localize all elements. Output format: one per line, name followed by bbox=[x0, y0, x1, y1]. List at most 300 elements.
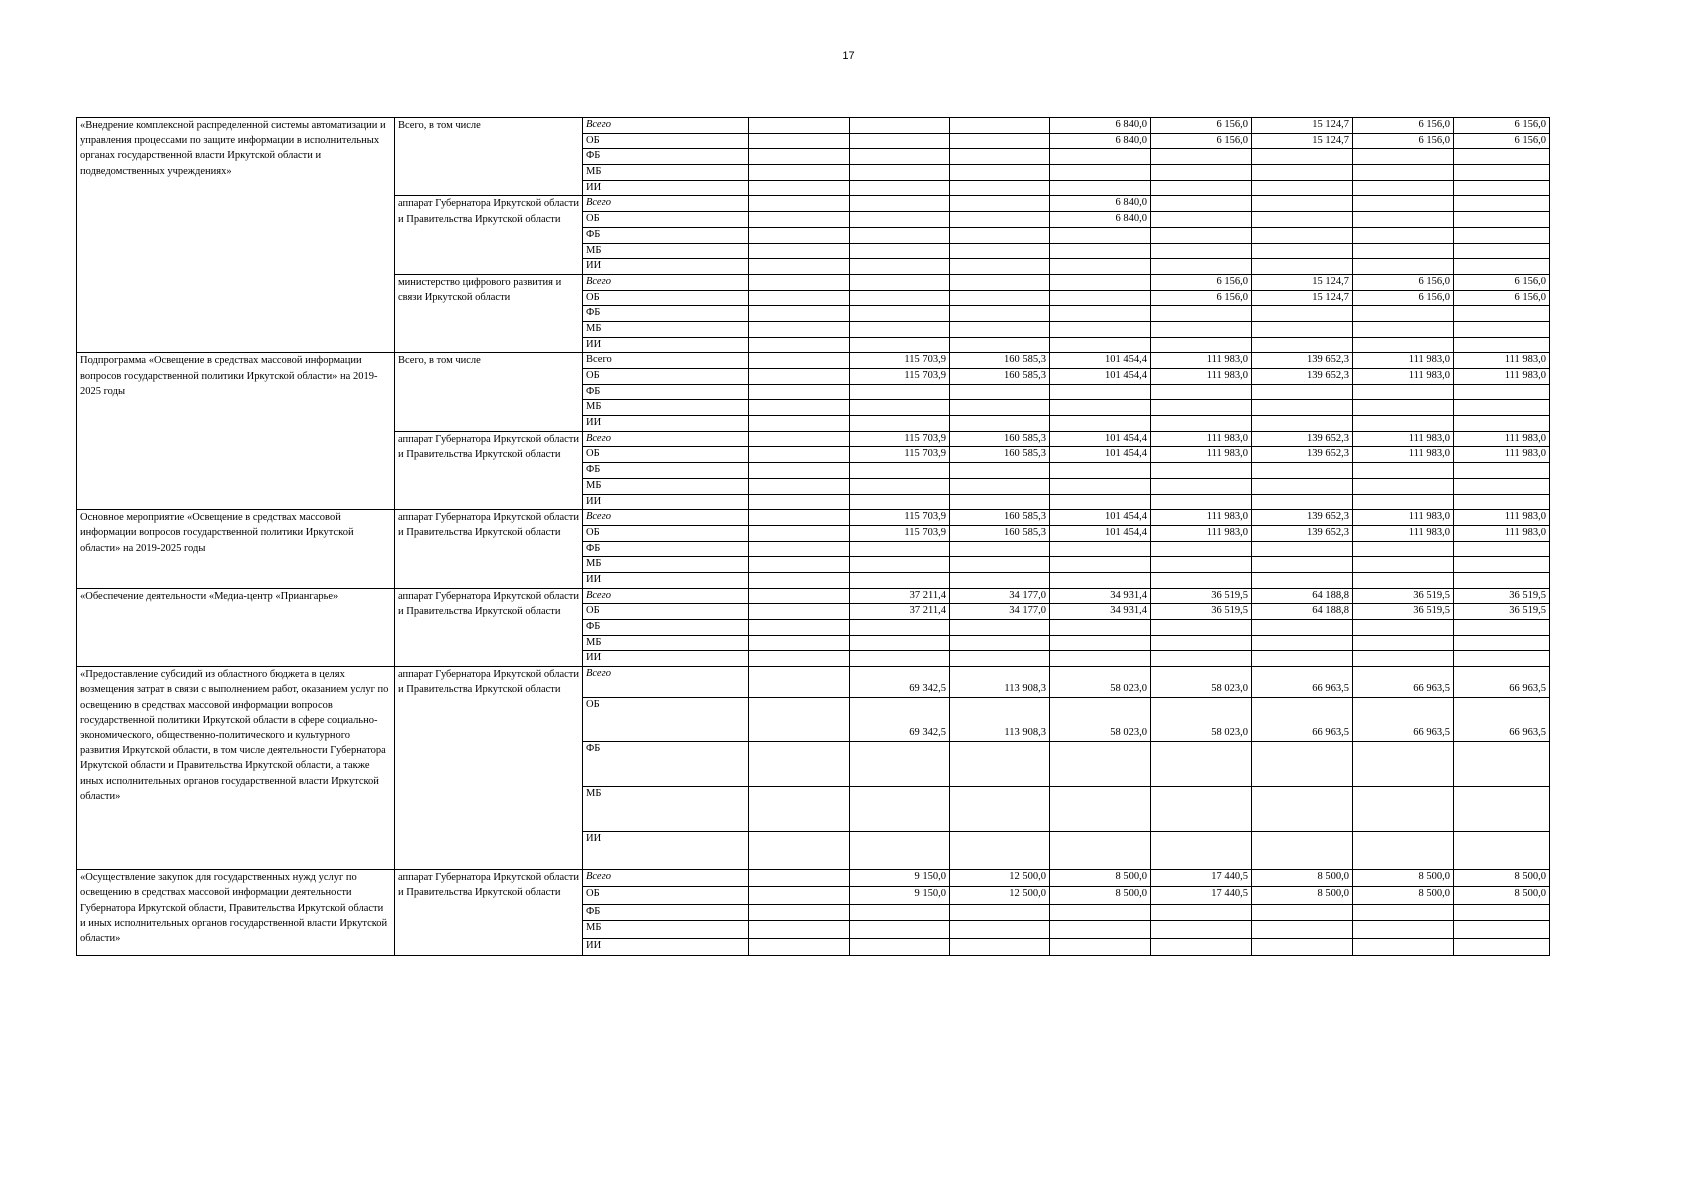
value-cell bbox=[1050, 180, 1151, 196]
value-cell bbox=[1252, 259, 1353, 275]
value-cell: 139 652,3 bbox=[1252, 510, 1353, 526]
value-cell bbox=[1353, 165, 1454, 181]
value-cell bbox=[749, 431, 850, 447]
value-cell bbox=[1151, 384, 1252, 400]
funding-source-cell: ФБ bbox=[583, 742, 749, 787]
value-cell bbox=[1252, 321, 1353, 337]
value-cell bbox=[1151, 243, 1252, 259]
value-cell: 101 454,4 bbox=[1050, 353, 1151, 369]
value-cell: 6 156,0 bbox=[1151, 290, 1252, 306]
value-cell: 111 983,0 bbox=[1151, 353, 1252, 369]
value-cell: 101 454,4 bbox=[1050, 369, 1151, 385]
value-cell bbox=[1353, 180, 1454, 196]
value-cell bbox=[749, 243, 850, 259]
funding-source-cell: ИИ bbox=[583, 651, 749, 667]
value-cell bbox=[749, 620, 850, 636]
value-cell bbox=[749, 259, 850, 275]
value-cell bbox=[1454, 400, 1550, 416]
value-cell bbox=[850, 180, 950, 196]
value-cell: 160 585,3 bbox=[950, 447, 1050, 463]
value-cell bbox=[749, 557, 850, 573]
value-cell bbox=[950, 180, 1050, 196]
value-cell bbox=[950, 921, 1050, 939]
value-cell bbox=[749, 510, 850, 526]
value-cell: 111 983,0 bbox=[1151, 447, 1252, 463]
value-cell: 115 703,9 bbox=[850, 510, 950, 526]
value-cell: 113 908,3 bbox=[950, 667, 1050, 698]
value-cell bbox=[1454, 384, 1550, 400]
value-cell: 15 124,7 bbox=[1252, 274, 1353, 290]
value-cell bbox=[749, 321, 850, 337]
measure-name-cell: «Обеспечение деятельности «Медиа-центр «Приангарье» bbox=[77, 588, 395, 666]
value-cell: 8 500,0 bbox=[1050, 887, 1151, 905]
funding-source-cell: ОБ bbox=[583, 212, 749, 228]
value-cell: 6 840,0 bbox=[1050, 118, 1151, 134]
value-cell: 6 156,0 bbox=[1353, 290, 1454, 306]
value-cell bbox=[1353, 227, 1454, 243]
value-cell bbox=[950, 572, 1050, 588]
value-cell bbox=[950, 620, 1050, 636]
value-cell bbox=[950, 243, 1050, 259]
value-cell bbox=[1353, 620, 1454, 636]
value-cell: 111 983,0 bbox=[1454, 369, 1550, 385]
value-cell bbox=[950, 541, 1050, 557]
table-row bbox=[77, 667, 1550, 698]
value-cell bbox=[749, 165, 850, 181]
value-cell bbox=[1151, 620, 1252, 636]
value-cell: 6 840,0 bbox=[1050, 196, 1151, 212]
value-cell bbox=[950, 212, 1050, 228]
value-cell: 160 585,3 bbox=[950, 353, 1050, 369]
value-cell bbox=[1353, 651, 1454, 667]
value-cell bbox=[850, 118, 950, 134]
value-cell: 111 983,0 bbox=[1353, 353, 1454, 369]
measure-name-cell: Основное мероприятие «Освещение в средствах массовой информации вопросов государственной политики Иркутской области» на 2019-2025 годы bbox=[77, 510, 395, 588]
value-cell: 111 983,0 bbox=[1353, 525, 1454, 541]
value-cell bbox=[749, 887, 850, 905]
value-cell bbox=[850, 274, 950, 290]
value-cell bbox=[950, 635, 1050, 651]
value-cell bbox=[749, 525, 850, 541]
value-cell bbox=[1252, 149, 1353, 165]
funding-source-cell: ИИ bbox=[583, 572, 749, 588]
value-cell bbox=[850, 149, 950, 165]
value-cell bbox=[1252, 620, 1353, 636]
value-cell: 8 500,0 bbox=[1252, 870, 1353, 887]
value-cell: 8 500,0 bbox=[1353, 870, 1454, 887]
value-cell bbox=[1353, 243, 1454, 259]
value-cell bbox=[1151, 939, 1252, 956]
value-cell bbox=[1151, 494, 1252, 510]
value-cell bbox=[950, 259, 1050, 275]
value-cell bbox=[1454, 651, 1550, 667]
value-cell bbox=[1252, 196, 1353, 212]
value-cell bbox=[749, 384, 850, 400]
value-cell bbox=[850, 400, 950, 416]
value-cell bbox=[749, 133, 850, 149]
funding-source-cell: ФБ bbox=[583, 227, 749, 243]
value-cell bbox=[1050, 165, 1151, 181]
value-cell bbox=[1353, 416, 1454, 432]
value-cell bbox=[850, 321, 950, 337]
value-cell: 36 519,5 bbox=[1454, 604, 1550, 620]
value-cell: 37 211,4 bbox=[850, 604, 950, 620]
value-cell bbox=[950, 400, 1050, 416]
funding-source-cell: ИИ bbox=[583, 939, 749, 956]
value-cell bbox=[1353, 212, 1454, 228]
value-cell bbox=[1151, 227, 1252, 243]
funding-source-cell: МБ bbox=[583, 321, 749, 337]
value-cell: 111 983,0 bbox=[1353, 447, 1454, 463]
funding-source-cell: ОБ bbox=[583, 525, 749, 541]
value-cell bbox=[749, 290, 850, 306]
value-cell: 111 983,0 bbox=[1454, 510, 1550, 526]
value-cell bbox=[850, 243, 950, 259]
value-cell bbox=[1353, 196, 1454, 212]
value-cell bbox=[850, 557, 950, 573]
funding-source-cell: ФБ bbox=[583, 905, 749, 921]
value-cell bbox=[850, 384, 950, 400]
value-cell bbox=[950, 133, 1050, 149]
executor-cell: Всего, в том числе bbox=[395, 118, 583, 196]
value-cell bbox=[850, 494, 950, 510]
value-cell bbox=[749, 494, 850, 510]
value-cell bbox=[950, 306, 1050, 322]
measure-name-cell: «Осуществление закупок для государственных нужд услуг по освещению в средствах массовой информации деятельности Губернатора Иркутской области, Правительства Иркутской области и иных исполнительных органов государственной власти Иркутской области» bbox=[77, 870, 395, 956]
funding-source-cell: ОБ bbox=[583, 887, 749, 905]
value-cell: 111 983,0 bbox=[1454, 447, 1550, 463]
executor-cell: аппарат Губернатора Иркутской области и Правительства Иркутской области bbox=[395, 667, 583, 870]
value-cell bbox=[749, 212, 850, 228]
value-cell bbox=[850, 259, 950, 275]
value-cell bbox=[1050, 400, 1151, 416]
value-cell bbox=[1050, 787, 1151, 832]
value-cell bbox=[950, 905, 1050, 921]
value-cell bbox=[850, 290, 950, 306]
value-cell bbox=[850, 196, 950, 212]
value-cell bbox=[749, 604, 850, 620]
value-cell bbox=[950, 321, 1050, 337]
value-cell bbox=[1050, 259, 1151, 275]
value-cell bbox=[749, 787, 850, 832]
value-cell bbox=[749, 274, 850, 290]
value-cell bbox=[1050, 149, 1151, 165]
value-cell: 69 342,5 bbox=[850, 698, 950, 742]
funding-source-cell: Всего bbox=[583, 196, 749, 212]
value-cell bbox=[749, 588, 850, 604]
funding-source-cell: МБ bbox=[583, 787, 749, 832]
value-cell: 139 652,3 bbox=[1252, 431, 1353, 447]
value-cell bbox=[1252, 243, 1353, 259]
value-cell bbox=[1151, 463, 1252, 479]
value-cell: 36 519,5 bbox=[1151, 588, 1252, 604]
value-cell bbox=[1252, 921, 1353, 939]
value-cell: 111 983,0 bbox=[1353, 431, 1454, 447]
value-cell: 66 963,5 bbox=[1454, 667, 1550, 698]
funding-source-cell: МБ bbox=[583, 478, 749, 494]
funding-source-cell: ФБ bbox=[583, 149, 749, 165]
value-cell: 111 983,0 bbox=[1454, 431, 1550, 447]
value-cell bbox=[1353, 337, 1454, 353]
value-cell bbox=[1353, 306, 1454, 322]
value-cell bbox=[1454, 787, 1550, 832]
funding-source-cell: Всего bbox=[583, 118, 749, 134]
value-cell bbox=[1050, 541, 1151, 557]
value-cell bbox=[950, 463, 1050, 479]
value-cell: 34 177,0 bbox=[950, 604, 1050, 620]
value-cell bbox=[1151, 572, 1252, 588]
value-cell: 36 519,5 bbox=[1454, 588, 1550, 604]
value-cell bbox=[1151, 416, 1252, 432]
value-cell bbox=[1050, 494, 1151, 510]
executor-cell: аппарат Губернатора Иркутской области и Правительства Иркутской области bbox=[395, 431, 583, 509]
value-cell bbox=[1454, 165, 1550, 181]
value-cell bbox=[749, 353, 850, 369]
value-cell bbox=[1353, 541, 1454, 557]
value-cell bbox=[1050, 921, 1151, 939]
value-cell: 101 454,4 bbox=[1050, 431, 1151, 447]
value-cell bbox=[1252, 384, 1353, 400]
value-cell bbox=[1050, 416, 1151, 432]
value-cell bbox=[1353, 832, 1454, 870]
value-cell bbox=[850, 939, 950, 956]
value-cell bbox=[1353, 149, 1454, 165]
executor-cell: министерство цифрового развития и связи Иркутской области bbox=[395, 274, 583, 352]
value-cell bbox=[1151, 306, 1252, 322]
value-cell bbox=[1050, 290, 1151, 306]
value-cell bbox=[1050, 635, 1151, 651]
value-cell bbox=[1454, 212, 1550, 228]
value-cell bbox=[1454, 416, 1550, 432]
value-cell bbox=[1353, 557, 1454, 573]
value-cell bbox=[850, 921, 950, 939]
value-cell bbox=[1050, 742, 1151, 787]
value-cell: 9 150,0 bbox=[850, 887, 950, 905]
value-cell bbox=[749, 306, 850, 322]
value-cell: 6 156,0 bbox=[1454, 290, 1550, 306]
value-cell bbox=[1454, 494, 1550, 510]
value-cell bbox=[1050, 306, 1151, 322]
funding-source-cell: МБ bbox=[583, 165, 749, 181]
value-cell bbox=[850, 832, 950, 870]
value-cell bbox=[850, 165, 950, 181]
value-cell bbox=[1151, 832, 1252, 870]
funding-source-cell: ФБ bbox=[583, 620, 749, 636]
value-cell: 101 454,4 bbox=[1050, 525, 1151, 541]
value-cell bbox=[1151, 787, 1252, 832]
value-cell: 36 519,5 bbox=[1353, 588, 1454, 604]
value-cell bbox=[850, 463, 950, 479]
value-cell: 9 150,0 bbox=[850, 870, 950, 887]
value-cell: 111 983,0 bbox=[1151, 510, 1252, 526]
value-cell: 69 342,5 bbox=[850, 667, 950, 698]
value-cell bbox=[1252, 212, 1353, 228]
value-cell bbox=[1252, 742, 1353, 787]
value-cell bbox=[850, 905, 950, 921]
value-cell bbox=[1454, 180, 1550, 196]
value-cell bbox=[1151, 921, 1252, 939]
value-cell bbox=[1050, 243, 1151, 259]
value-cell bbox=[749, 447, 850, 463]
value-cell bbox=[1151, 905, 1252, 921]
value-cell: 139 652,3 bbox=[1252, 369, 1353, 385]
value-cell bbox=[950, 416, 1050, 432]
table-row bbox=[77, 510, 1550, 526]
value-cell bbox=[850, 337, 950, 353]
value-cell: 160 585,3 bbox=[950, 510, 1050, 526]
value-cell: 15 124,7 bbox=[1252, 133, 1353, 149]
value-cell bbox=[950, 494, 1050, 510]
value-cell bbox=[1454, 243, 1550, 259]
value-cell bbox=[1050, 651, 1151, 667]
value-cell bbox=[1151, 212, 1252, 228]
value-cell bbox=[749, 939, 850, 956]
funding-source-cell: ОБ bbox=[583, 604, 749, 620]
funding-source-cell: МБ bbox=[583, 921, 749, 939]
value-cell bbox=[1151, 180, 1252, 196]
value-cell bbox=[1353, 259, 1454, 275]
value-cell bbox=[1050, 321, 1151, 337]
value-cell: 8 500,0 bbox=[1454, 887, 1550, 905]
funding-source-cell: Всего bbox=[583, 353, 749, 369]
value-cell bbox=[1454, 463, 1550, 479]
funding-source-cell: Всего bbox=[583, 588, 749, 604]
value-cell bbox=[749, 921, 850, 939]
budget-table bbox=[76, 117, 1550, 956]
value-cell bbox=[1050, 478, 1151, 494]
value-cell bbox=[749, 635, 850, 651]
value-cell bbox=[749, 149, 850, 165]
value-cell bbox=[1050, 832, 1151, 870]
value-cell: 115 703,9 bbox=[850, 525, 950, 541]
value-cell: 111 983,0 bbox=[1151, 525, 1252, 541]
value-cell bbox=[1252, 180, 1353, 196]
measure-name-cell: «Предоставление субсидий из областного бюджета в целях возмещения затрат в связи с выполнением работ, оказанием услуг по освещению в средствах массовой информации вопросов государственной политики Иркутской области в сфере социально-экономического, общественно-политического и культурного развития Иркутской области, в том числе деятельности Губернатора Иркутской области и Правительства Иркутской области, а также иных исполнительных органов государственной власти Иркутской области» bbox=[77, 667, 395, 870]
value-cell bbox=[1353, 787, 1454, 832]
value-cell bbox=[1252, 787, 1353, 832]
value-cell bbox=[1353, 400, 1454, 416]
value-cell: 34 177,0 bbox=[950, 588, 1050, 604]
value-cell: 6 156,0 bbox=[1454, 118, 1550, 134]
value-cell: 58 023,0 bbox=[1151, 698, 1252, 742]
funding-source-cell: МБ bbox=[583, 243, 749, 259]
table-row bbox=[77, 588, 1550, 604]
value-cell bbox=[1151, 149, 1252, 165]
value-cell bbox=[1353, 494, 1454, 510]
value-cell: 34 931,4 bbox=[1050, 588, 1151, 604]
value-cell bbox=[749, 400, 850, 416]
value-cell: 111 983,0 bbox=[1151, 369, 1252, 385]
value-cell: 160 585,3 bbox=[950, 525, 1050, 541]
value-cell bbox=[1454, 557, 1550, 573]
value-cell bbox=[1252, 400, 1353, 416]
value-cell: 6 156,0 bbox=[1151, 133, 1252, 149]
value-cell bbox=[1353, 742, 1454, 787]
value-cell bbox=[1252, 227, 1353, 243]
value-cell bbox=[1252, 416, 1353, 432]
value-cell bbox=[749, 337, 850, 353]
value-cell bbox=[950, 651, 1050, 667]
value-cell bbox=[1252, 463, 1353, 479]
value-cell: 111 983,0 bbox=[1353, 510, 1454, 526]
value-cell bbox=[1353, 463, 1454, 479]
value-cell bbox=[1353, 384, 1454, 400]
funding-source-cell: МБ bbox=[583, 557, 749, 573]
funding-source-cell: МБ bbox=[583, 635, 749, 651]
value-cell bbox=[850, 572, 950, 588]
value-cell: 111 983,0 bbox=[1353, 369, 1454, 385]
value-cell bbox=[1050, 463, 1151, 479]
value-cell bbox=[850, 787, 950, 832]
value-cell: 160 585,3 bbox=[950, 369, 1050, 385]
table-body bbox=[77, 118, 1550, 956]
value-cell bbox=[749, 870, 850, 887]
value-cell bbox=[1353, 478, 1454, 494]
value-cell bbox=[950, 196, 1050, 212]
value-cell: 64 188,8 bbox=[1252, 604, 1353, 620]
value-cell: 139 652,3 bbox=[1252, 353, 1353, 369]
value-cell: 6 840,0 bbox=[1050, 133, 1151, 149]
value-cell bbox=[1151, 635, 1252, 651]
funding-source-cell: Всего bbox=[583, 274, 749, 290]
value-cell: 12 500,0 bbox=[950, 870, 1050, 887]
value-cell bbox=[1252, 541, 1353, 557]
value-cell bbox=[1454, 149, 1550, 165]
value-cell: 6 156,0 bbox=[1353, 133, 1454, 149]
funding-source-cell: ИИ bbox=[583, 180, 749, 196]
value-cell bbox=[1353, 939, 1454, 956]
value-cell: 34 931,4 bbox=[1050, 604, 1151, 620]
value-cell bbox=[950, 118, 1050, 134]
funding-source-cell: МБ bbox=[583, 400, 749, 416]
value-cell bbox=[1454, 939, 1550, 956]
value-cell bbox=[749, 180, 850, 196]
value-cell bbox=[1252, 651, 1353, 667]
table-row bbox=[77, 870, 1550, 887]
value-cell bbox=[749, 541, 850, 557]
value-cell bbox=[749, 118, 850, 134]
value-cell bbox=[950, 787, 1050, 832]
value-cell bbox=[1252, 557, 1353, 573]
executor-cell: аппарат Губернатора Иркутской области и Правительства Иркутской области bbox=[395, 196, 583, 274]
value-cell: 66 963,5 bbox=[1454, 698, 1550, 742]
value-cell: 8 500,0 bbox=[1252, 887, 1353, 905]
value-cell bbox=[749, 369, 850, 385]
value-cell bbox=[1454, 832, 1550, 870]
funding-source-cell: ОБ bbox=[583, 133, 749, 149]
value-cell bbox=[1252, 635, 1353, 651]
value-cell: 8 500,0 bbox=[1050, 870, 1151, 887]
value-cell: 111 983,0 bbox=[1151, 431, 1252, 447]
funding-source-cell: ИИ bbox=[583, 494, 749, 510]
funding-source-cell: Всего bbox=[583, 431, 749, 447]
funding-source-cell: ОБ bbox=[583, 290, 749, 306]
value-cell bbox=[1151, 259, 1252, 275]
funding-source-cell: ОБ bbox=[583, 369, 749, 385]
value-cell bbox=[1151, 196, 1252, 212]
value-cell: 115 703,9 bbox=[850, 431, 950, 447]
value-cell bbox=[749, 905, 850, 921]
value-cell: 160 585,3 bbox=[950, 431, 1050, 447]
value-cell: 37 211,4 bbox=[850, 588, 950, 604]
value-cell bbox=[950, 274, 1050, 290]
value-cell bbox=[1454, 306, 1550, 322]
funding-source-cell: ОБ bbox=[583, 447, 749, 463]
value-cell bbox=[950, 337, 1050, 353]
value-cell bbox=[1454, 321, 1550, 337]
value-cell bbox=[1252, 939, 1353, 956]
value-cell: 36 519,5 bbox=[1151, 604, 1252, 620]
